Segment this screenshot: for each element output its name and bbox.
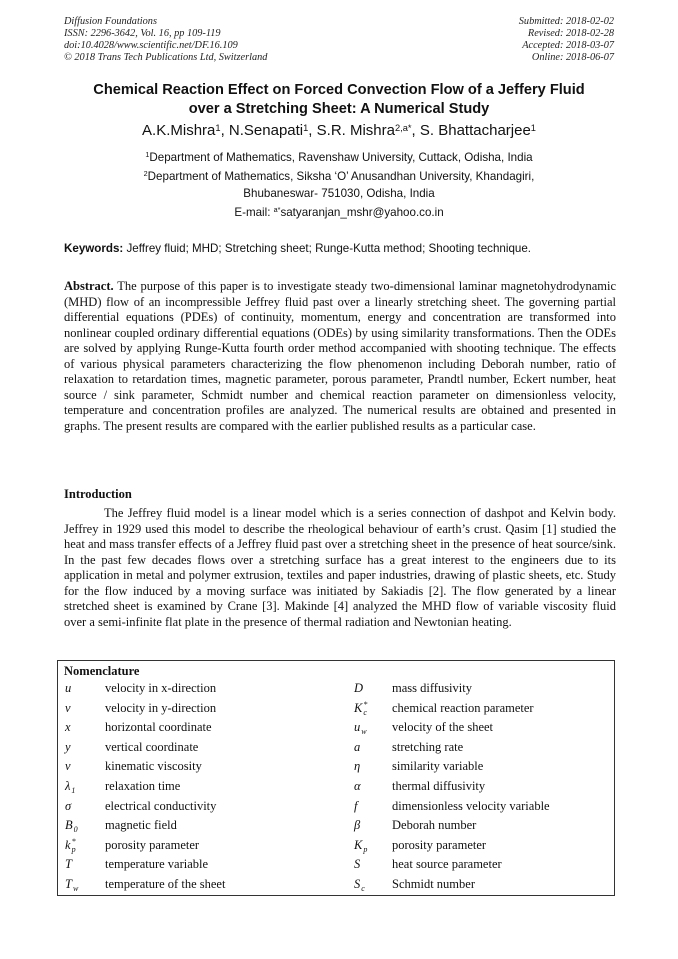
online-date: Online: 2018-06-07 (531, 52, 614, 63)
email-address[interactable]: satyaranjan_mshr@yahoo.co.in (280, 206, 444, 219)
nomenclature-symbol (354, 739, 360, 755)
author-name: N.Senapati (228, 122, 304, 139)
journal-info (64, 16, 267, 64)
nomenclature-description: mass diffusivity (392, 681, 472, 695)
nomenclature-row (58, 856, 614, 876)
author-affil-sup: 1 (215, 122, 221, 133)
nomenclature-symbol (354, 778, 361, 794)
nomenclature-row (58, 817, 614, 837)
symbol-subscript: c (363, 707, 367, 717)
author-name: A.K.Mishra (142, 122, 216, 139)
nomenclature-title: Nomenclature (64, 664, 140, 678)
author-affil-sup: 1 (303, 122, 309, 133)
symbol-base: T (65, 857, 72, 872)
nomenclature-description: heat source parameter (392, 857, 502, 872)
symbol-base: u (354, 720, 361, 735)
abstract (64, 279, 616, 434)
symbol-subscript: c (361, 884, 365, 894)
email-label: E-mail: (234, 206, 274, 219)
symbol-base: y (65, 739, 71, 754)
nomenclature-symbol (354, 837, 367, 854)
nomenclature-symbol (354, 680, 363, 696)
symbol-base: B (65, 818, 73, 833)
nomenclature-symbol (65, 817, 78, 834)
accepted-date: Accepted: 2018-03-07 (522, 40, 614, 51)
nomenclature-description: horizontal coordinate (105, 720, 212, 735)
author-name: S. Bhattacharjee (419, 122, 531, 139)
symbol-base: f (354, 798, 358, 813)
email-sup: a* (273, 205, 281, 215)
affiliation-2 (40, 168, 638, 202)
symbol-subscript: w (361, 727, 367, 737)
nomenclature-description: relaxation time (105, 779, 181, 793)
symbol-base: β (354, 818, 361, 833)
nomenclature-symbol (65, 680, 71, 696)
symbol-subscript: 0 (73, 825, 78, 835)
nomenclature-symbol (65, 700, 71, 716)
submitted-date: Submitted: 2018-02-02 (518, 16, 614, 27)
symbol-subscript: 1 (71, 786, 76, 796)
nomenclature-description: kinematic viscosity (105, 759, 202, 774)
symbol-base: α (354, 779, 361, 793)
symbol-base: K (354, 837, 363, 852)
symbol-base: S (354, 877, 361, 891)
title-line-2: over a Stretching Sheet: A Numerical Study (188, 101, 490, 117)
symbol-base: v (65, 700, 71, 715)
nomenclature-description: porosity parameter (105, 837, 200, 852)
nomenclature-row (58, 680, 614, 700)
symbol-base: S (354, 857, 361, 872)
nomenclature-row (58, 700, 614, 720)
nomenclature-symbol (65, 798, 71, 814)
nomenclature-row (58, 798, 614, 818)
nomenclature-description: chemical reaction parameter (392, 700, 534, 715)
affiliation-1 (40, 149, 638, 166)
doi-line: doi:10.4028/www.scientific.net/DF.16.109 (64, 40, 238, 51)
symbol-base: k (65, 837, 71, 852)
nomenclature-symbol (65, 856, 72, 872)
nomenclature-description: Deborah number (392, 818, 477, 833)
affiliation-text-line-2: Bhubaneswar- 751030, Odisha, India (243, 187, 435, 200)
affiliation-text: Department of Mathematics, Ravenshaw University, Cuttack, Odisha, India (149, 151, 533, 164)
symbol-base: D (354, 681, 364, 695)
symbol-base: λ (65, 779, 71, 793)
affiliation-sup: 1 (145, 150, 150, 160)
nomenclature-description: velocity of the sheet (392, 720, 494, 735)
nomenclature-symbol (65, 739, 71, 755)
submission-dates (519, 16, 614, 64)
issn-line: ISSN: 2296-3642, Vol. 16, pp 109-119 (64, 28, 221, 39)
nomenclature-description: similarity variable (392, 759, 484, 774)
nomenclature-description: temperature of the sheet (105, 877, 226, 891)
symbol-base: u (65, 681, 72, 695)
nomenclature-description: thermal diffusivity (392, 779, 486, 793)
introduction-text: The Jeffrey fluid model is a linear model which is a series connection of dashpot and Kelvin body. Jeffrey in 1929 used this model to describe the rheological behaviour of earth’s crust. Qasim [1] studied the heat and mass transfer effects of a Jeffrey fluid past over a stretching sheet in the presence of heat source/sink. In the past few decades flows over a stretching surface has a great interest to the engineers due to its application in metal and polymer extrusion, textiles and paper industries, drawing of plastic sheets, etc. Study for the flow induced by a moving surface was initiated by Sakiadis [2]. The flow generated by a linear stretched sheet is examined by Crane [3]. Makinde [4] analyzed the MHD flow of variable viscosity fluid over a semi-infinite flat plate in the presence of thermal radiation and Newtonian heating. (64, 506, 616, 629)
email-line (40, 204, 638, 221)
keywords (64, 240, 616, 257)
title-line-1: Chemical Reaction Effect on Forced Convection Flow of a Jeffery Fluid (93, 82, 585, 98)
nomenclature-row (58, 778, 614, 798)
symbol-base: x (65, 720, 71, 735)
nomenclature-row (58, 837, 614, 857)
symbol-subscript: p (71, 844, 76, 854)
symbol-base: a (354, 739, 361, 754)
nomenclature-box (57, 660, 615, 896)
symbol-superscript: * (71, 836, 76, 846)
nomenclature-row (58, 739, 614, 759)
nomenclature-symbol (354, 856, 360, 872)
nomenclature-description: porosity parameter (392, 837, 487, 852)
nomenclature-row (58, 876, 614, 896)
symbol-base: η (354, 759, 361, 774)
nomenclature-symbol (65, 837, 76, 854)
nomenclature-symbol (354, 719, 367, 736)
author-affil-sup: 2,a* (395, 122, 412, 133)
author-affil-sup: 1 (530, 122, 536, 133)
nomenclature-description: dimensionless velocity variable (392, 798, 550, 813)
symbol-base: T (65, 877, 72, 891)
nomenclature-symbol (354, 758, 360, 774)
symbol-superscript: * (363, 699, 368, 709)
nomenclature-description: stretching rate (392, 739, 464, 754)
nomenclature-symbol (65, 876, 78, 893)
nomenclature-symbol (354, 876, 365, 893)
nomenclature-symbol (354, 798, 357, 814)
copyright-line: © 2018 Trans Tech Publications Ltd, Switzerland (64, 52, 268, 63)
nomenclature-row (58, 719, 614, 739)
nomenclature-symbol (65, 719, 71, 735)
nomenclature-row (58, 758, 614, 778)
symbol-base: K (354, 700, 363, 715)
nomenclature-symbol (354, 700, 367, 717)
author-name: S.R. Mishra (316, 122, 395, 139)
keywords-text: Jeffrey fluid; MHD; Stretching sheet; Runge-Kutta method; Shooting technique. (123, 242, 532, 255)
nomenclature-symbol (354, 817, 360, 833)
nomenclature-symbol (65, 758, 71, 774)
nomenclature-symbol (65, 778, 75, 795)
introduction-heading: Introduction (64, 487, 132, 501)
journal-name: Diffusion Foundations (64, 16, 157, 27)
revised-date: Revised: 2018-02-28 (527, 28, 614, 39)
nomenclature-description: velocity in x-direction (105, 681, 217, 695)
nomenclature-description: vertical coordinate (105, 739, 199, 754)
affiliation-sup: 2 (143, 169, 148, 179)
symbol-subscript: p (363, 844, 368, 854)
nomenclature-description: velocity in y-direction (105, 700, 217, 715)
symbol-subscript: w (72, 884, 79, 894)
keywords-label: Keywords: (64, 242, 124, 255)
symbol-base: σ (65, 798, 72, 813)
nomenclature-description: magnetic field (105, 818, 177, 833)
abstract-label: Abstract. (64, 279, 114, 293)
abstract-text: The purpose of this paper is to investigate steady two-dimensional laminar magnetohydrodynamic (MHD) flow of an incompressible Jeffrey fluid past over a linearly stretching sheet. The governing partial differential equations (PDEs) of continuity, momentum, energy and concentration are transformed into nonlinear coupled ordinary differential equations (ODEs) by using similarity transformations. Then the ODEs are solved by applying Runge-Kutta fourth order method accompanied with shooting technique. The effects of various physical parameters characterizing the flow phenomenon including Deborah number, ratio of relaxation to retardation times, magnetic parameter, porous parameter, Prandtl number, Eckert number, heat source / sink parameter, Schmidt number and chemical reaction parameter on dimensionless velocity, temperature and concentration profiles are analyzed. The numerical results are obtained and presented in graphs. The present results are compared with the earlier published results as a particular case. (64, 279, 616, 433)
affiliation-text: Department of Mathematics, Siksha ‘O’ Anusandhan University, Khandagiri, (147, 170, 535, 183)
nomenclature-description: electrical conductivity (105, 798, 217, 813)
nomenclature-description: Schmidt number (392, 877, 475, 891)
author-list: A.K.Mishra$^1$, N.Senapati$^1$, S.R. Mishra$^{2,a*}$, S. Bhattacharjee$^1$ (142, 122, 536, 139)
nomenclature-description: temperature variable (105, 857, 209, 872)
symbol-base: ν (65, 759, 71, 774)
paper-title (40, 81, 638, 119)
